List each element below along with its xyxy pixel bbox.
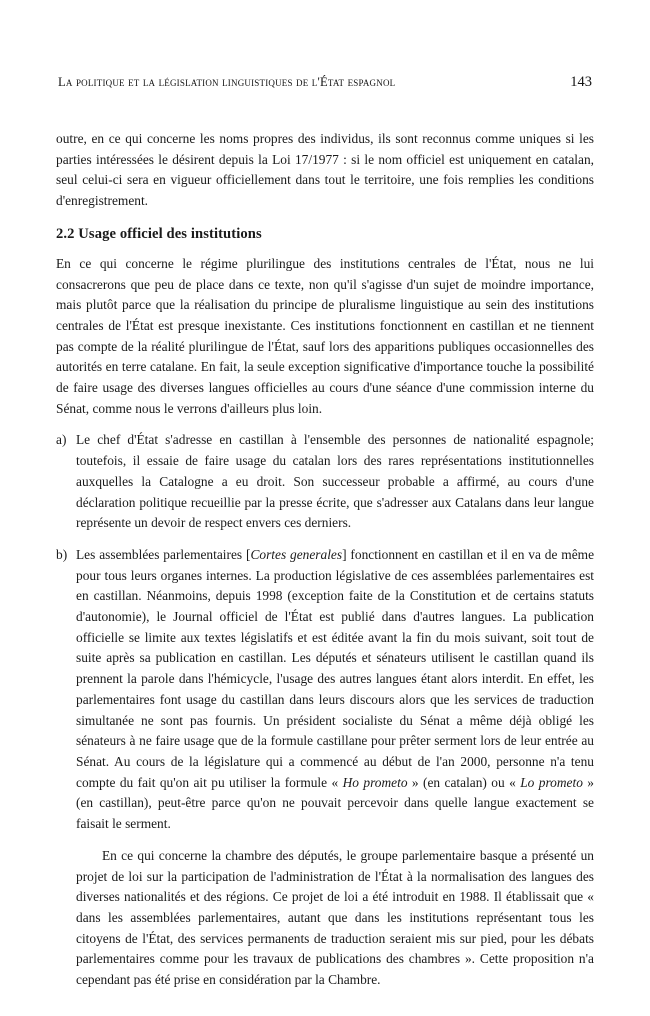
list-item-text	[76, 545, 594, 835]
list-item-marker: b)	[56, 546, 68, 562]
list-item-marker: a)	[56, 432, 67, 448]
list-item-text-segment: » (en castillan), peut-être parce qu'on ne pouvait percevoir dans quelle langue exactement se faisait le serment.	[76, 774, 594, 832]
italic-term-cortes-generales: Cortes generales	[250, 546, 343, 562]
list-item-text-segment: ] fonctionnent en castillan et il en va de même pour tous leurs organes internes. La production législative de ces assemblées parlementaires est en castillan. Néanmoins, depuis 1998 (exception faite de la Constitution et de certains statuts d'autonomie), le Journal officiel de l'État est publié dans d'autres langues. La publication officielle se limite aux textes législatifs et est éditée avant la fin du mois suivant, soit tout de suite après sa publication en castillan. Les députés et sénateurs utilisent le castillan quand ils prennent la parole dans l'hémicycle, l'usage des autres langues étant alors interdit. En effet, les parlementaires font usage du castillan dans leurs discours alors que les services de traduction simultanée ne sont pas fournis. Un président socialiste du Sénat a même déjà obligé les sénateurs à ne faire usage que de la formule castillane pour prêter serment lors de leur entrée au Sénat. Au cours de la législature qui a commencé au début de l'an 2000, personne n'a tenu compte du fait qu'on ait pu utiliser la formule «	[76, 546, 595, 790]
list-item	[56, 430, 594, 534]
list-item-body	[76, 545, 594, 991]
running-head	[56, 74, 594, 91]
list-item	[56, 545, 594, 991]
list-item-text-segment: Les assemblées parlementaires [	[76, 546, 251, 562]
paragraph-continuation: outre, en ce qui concerne les noms propres des individus, ils sont reconnus comme uniques si les parties intéressées le désirent depuis la Loi 17/1977 : si le nom officiel est uniquement en catalan, seul celui-ci sera en vigueur officiellement dans tout le territoire, une fois remplies les conditions d'enregistrement.	[56, 131, 594, 209]
paragraph-institutions-intro: En ce qui concerne le régime plurilingue des institutions centrales de l'État, nous ne lui consacrerons que peu de place dans ce texte, non qu'il s'agisse d'un sujet de moindre importance, mais plutôt parce que la réalisation du principe de pluralisme linguistique au sein des institutions centrales de l'État est presque inexistante. Ces institutions fonctionnent en castillan et ne tiennent pas compte de la réalité plurilingue de l'État, sauf lors des apparitions publiques occasionnelles des autorités en terre catalane. En fait, la seule exception significative d'importance touche la possibilité de faire usage des diverses langues officielles au cours d'une séance d'une commission interne du Sénat, comme nous le verrons d'ailleurs plus loin.	[56, 255, 594, 416]
running-head-title: La politique et la législation linguistiques de l'État espagnol	[58, 75, 396, 89]
list-item-body	[76, 430, 594, 534]
italic-term-ho-prometo: Ho prometo	[342, 774, 408, 790]
paragraph-chambre-deputes: En ce qui concerne la chambre des députés, le groupe parlementaire basque a présenté un projet de loi sur la participation de l'administration de l'État à la normalisation des langues des diverses nationalités et des régions. Ce projet de loi a été introduit en 1988. Il établissait que « dans les assemblées parlementaires, autant que dans les institutions représentant tous les citoyens de l'État, des services permanents de traduction seraient mis sur pied, pour les débats parlementaires comme pour les travaux de publications des chambres ». Cette proposition n'a cependant pas été prise en considération par la Chambre.	[76, 847, 594, 988]
italic-term-lo-prometo: Lo prometo	[520, 774, 583, 790]
list-item-text-segment: » (en catalan) ou «	[407, 774, 521, 790]
page-number: 143	[570, 74, 592, 90]
list-item-text: Le chef d'État s'adresse en castillan à l'ensemble des personnes de nationalité espagnole; toutefois, il essaie de faire usage du catalan lors des rares représentations institutionnelles auxquelles la Catalogne a eu droit. Son successeur probable a affirmé, au cours d'une déclaration politique recueillie par la presse écrite, que s'adresser aux Catalans dans leur langue représente un devoir de respect envers ces derniers.	[76, 432, 594, 531]
section-heading: 2.2 Usage officiel des institutions	[56, 225, 262, 242]
